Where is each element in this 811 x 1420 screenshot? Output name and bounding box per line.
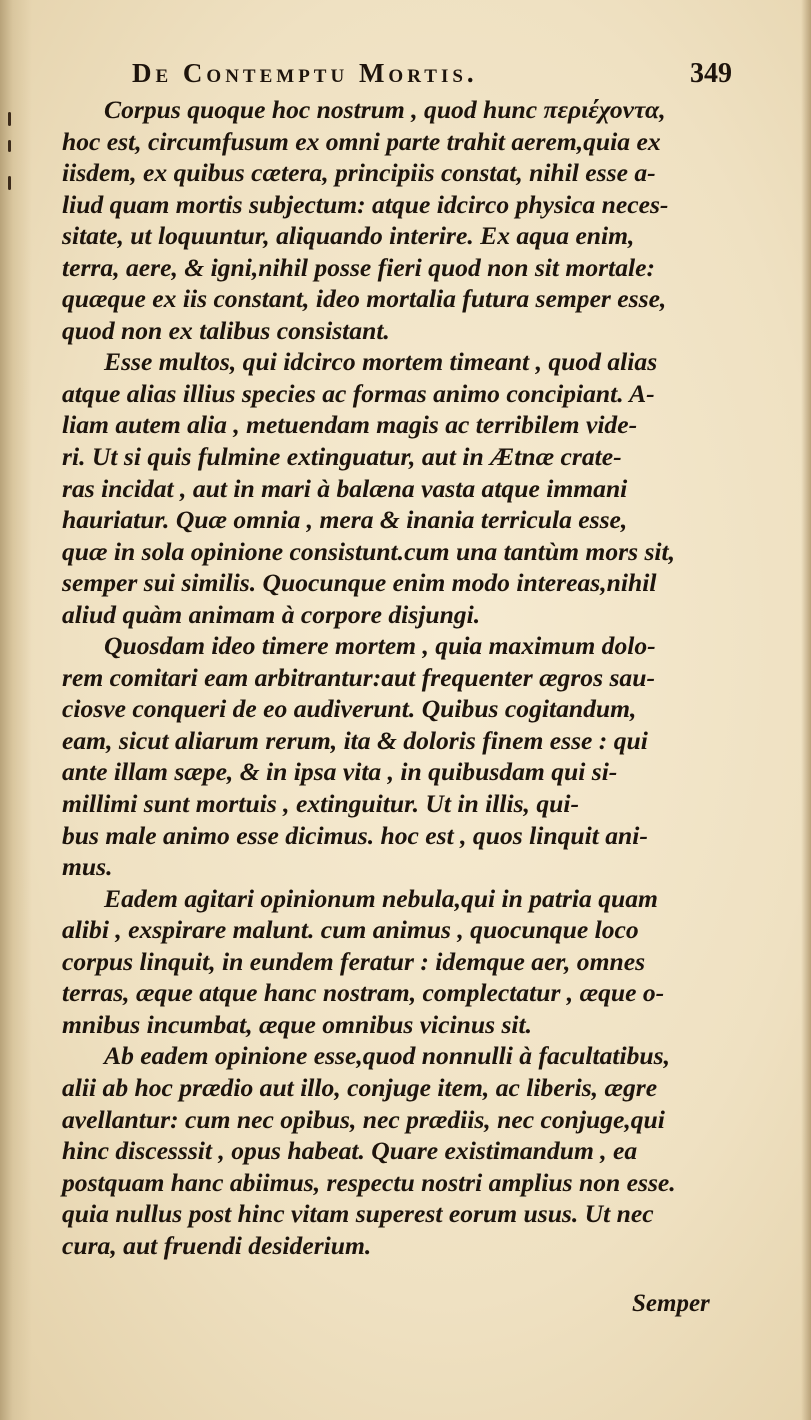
text-line: liud quam mortis subjectum: atque idcirco physica neces- <box>62 189 669 219</box>
text-line: bus male animo esse dicimus. hoc est , quos linquit ani- <box>62 820 648 850</box>
paragraph <box>62 630 722 882</box>
text-line: cura, aut fruendi desiderium. <box>62 1230 372 1260</box>
text-line: Quosdam ideo timere mortem , quia maximum dolo- <box>104 631 656 661</box>
text-line: corpus linquit, in eundem feratur : idemque aer, omnes <box>62 946 646 976</box>
text-line: Ab eadem opinione esse,quod nonnulli à facultatibus, <box>104 1041 670 1071</box>
text-line: rem comitari eam arbitrantur:aut frequenter ægros sau- <box>62 662 655 692</box>
gutter-shadow <box>0 0 32 1420</box>
text-line: semper sui similis. Quocunque enim modo intereas,nihil <box>62 568 657 598</box>
binding-mark <box>8 140 11 152</box>
text-line: sitate, ut loquuntur, aliquando interire. Ex aqua enim, <box>62 221 635 251</box>
binding-mark <box>8 176 11 190</box>
text-line: ri. Ut si quis fulmine extinguatur, aut in Ætnæ crate- <box>62 442 622 472</box>
text-line: mus. <box>62 852 113 882</box>
page-edge-shadow <box>801 0 811 1420</box>
text-line: liam autem alia , metuendam magis ac terribilem vide- <box>62 410 638 440</box>
page-number: 349 <box>690 58 732 89</box>
text-line: eam, sicut aliarum rerum, ita & doloris finem esse : qui <box>62 725 648 755</box>
binding-mark <box>8 112 11 126</box>
text-line: mnibus incumbat, æque omnibus vicinus sit. <box>62 1009 533 1039</box>
text-line: atque alias illius species ac formas animo concipiant. A- <box>62 378 655 408</box>
text-line: hinc discesssit , opus habeat. Quare existimandum , ea <box>62 1136 638 1166</box>
text-line: terras, æque atque hanc nostram, complectatur , æque o- <box>62 978 665 1008</box>
text-line: alii ab hoc prædio aut illo, conjuge item, ac liberis, ægre <box>62 1072 658 1102</box>
text-line: ciosve conqueri de eo audiverunt. Quibus cogitandum, <box>62 694 637 724</box>
text-line: postquam hanc abiimus, respectu nostri amplius non esse. <box>62 1167 676 1197</box>
paragraph <box>62 883 722 1041</box>
text-line: hoc est, circumfusum ex omni parte trahit aerem,quia ex <box>62 126 661 156</box>
text-line: quia nullus post hinc vitam superest eorum usus. Ut nec <box>62 1199 654 1229</box>
text-line: alibi , exspirare malunt. cum animus , quocunque loco <box>62 915 639 945</box>
text-line: ante illam sæpe, & in ipsa vita , in quibusdam qui si- <box>62 757 618 787</box>
text-line: quæ in sola opinione consistunt.cum una tantùm mors sit, <box>62 536 676 566</box>
text-line: avellantur: cum nec opibus, nec prædiis, nec conjuge,qui <box>62 1104 665 1134</box>
running-title: De Contemptu Mortis. <box>132 58 478 88</box>
page-header <box>132 58 732 98</box>
text-line: quod non ex talibus consistant. <box>62 315 390 345</box>
text-line: quæque ex iis constant, ideo mortalia futura semper esse, <box>62 284 667 314</box>
text-line: Esse multos, qui idcirco mortem timeant , quod alias <box>104 347 658 377</box>
catchword: Semper <box>632 1290 710 1317</box>
body-text <box>62 94 722 1261</box>
text-line: iisdem, ex quibus cætera, principiis constat, nihil esse a- <box>62 158 656 188</box>
text-line: terra, aere, & igni,nihil posse fieri quod non sit mortale: <box>62 252 655 282</box>
text-line: Corpus quoque hoc nostrum , quod hunc περιέχοντα, <box>104 95 666 124</box>
paragraph <box>62 346 722 630</box>
text-line: millimi sunt mortuis , extinguitur. Ut in illis, qui- <box>62 789 580 819</box>
text-line: ras incidat , aut in mari à balæna vasta atque immani <box>62 473 628 503</box>
text-line: Eadem agitari opinionum nebula,qui in patria quam <box>104 883 658 913</box>
text-line: aliud quàm animam à corpore disjungi. <box>62 599 481 629</box>
text-line: hauriatur. Quæ omnia , mera & inania terricula esse, <box>62 505 628 535</box>
paragraph <box>62 1040 722 1261</box>
paragraph <box>62 94 722 346</box>
